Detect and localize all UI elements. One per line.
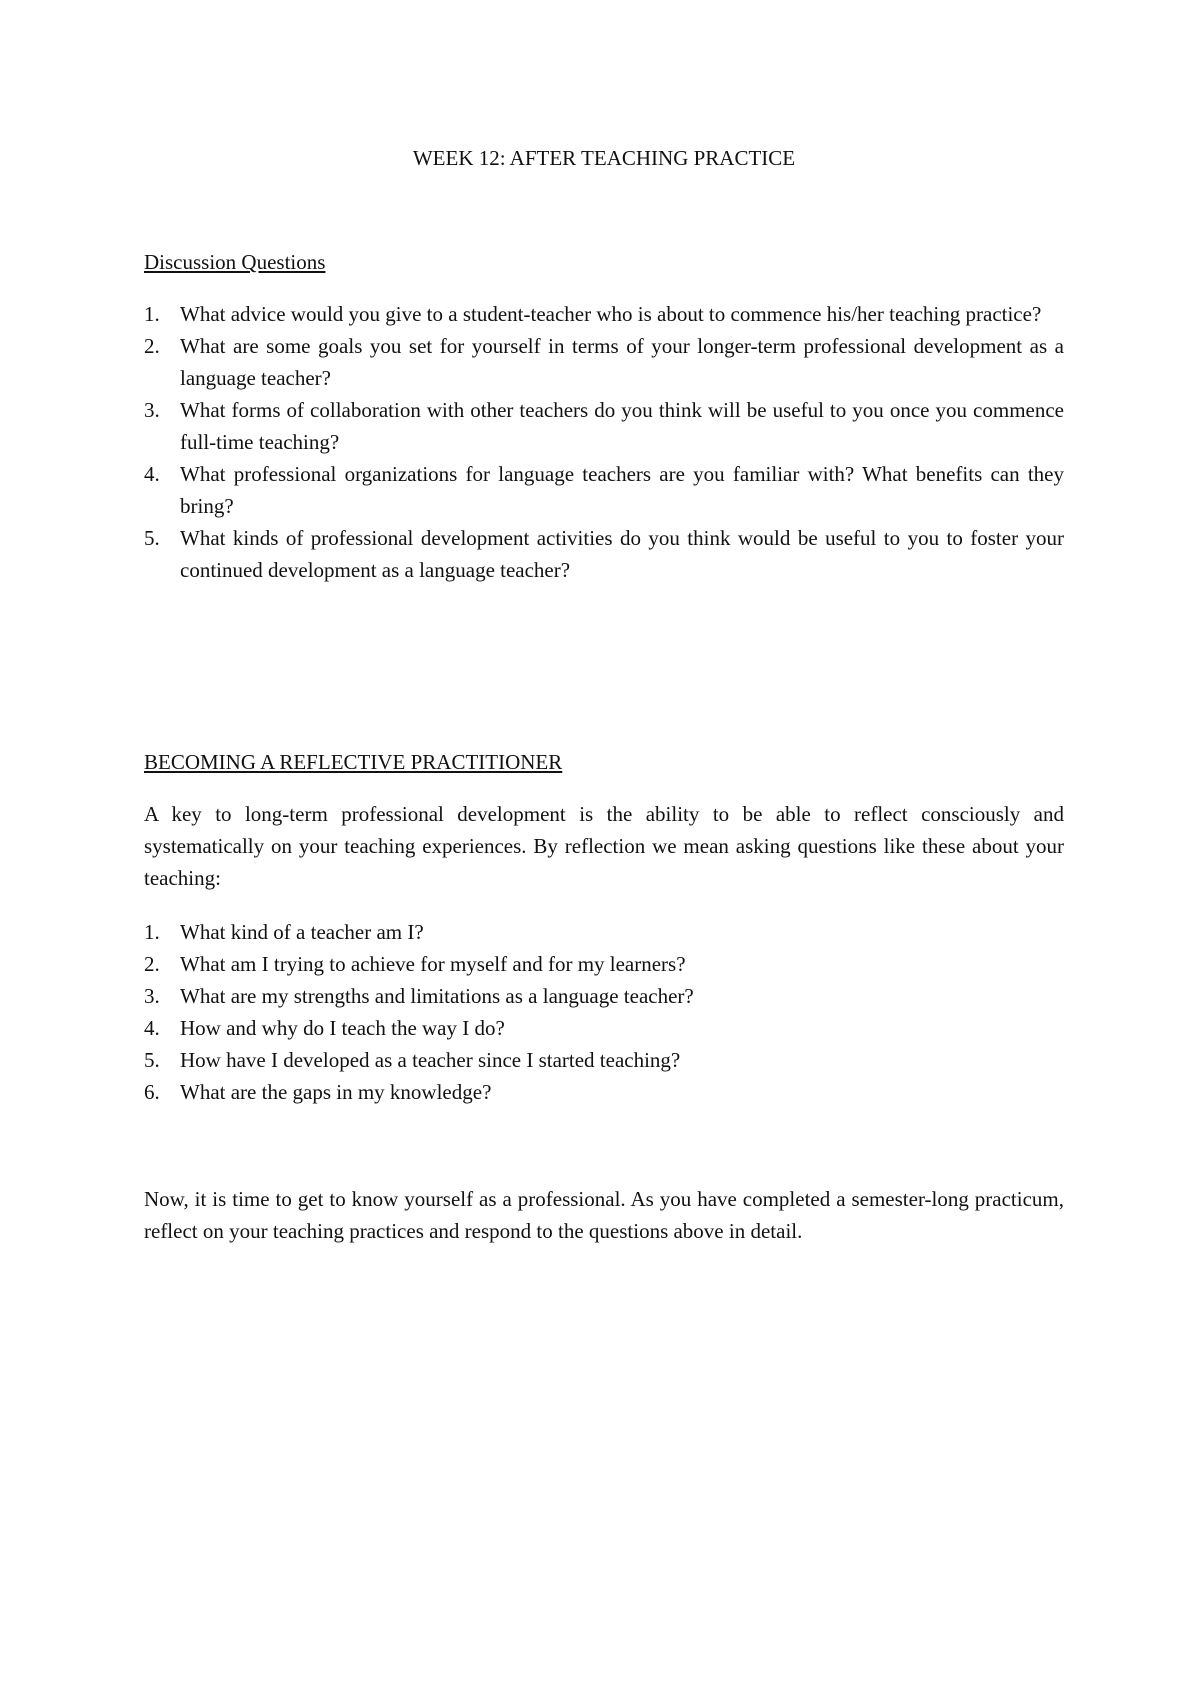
list-item-text: What kind of a teacher am I? [180, 920, 424, 944]
reflective-practitioner-heading: BECOMING A REFLECTIVE PRACTITIONER [144, 750, 563, 774]
list-item [144, 522, 1064, 586]
list-item-text: How have I developed as a teacher since I started teaching? [180, 1048, 681, 1072]
reflective-intro-paragraph: A key to long-term professional development is the ability to be able to reflect consciously and systematically on your teaching experiences. By reflection we mean asking questions like these about your teaching: [144, 802, 1064, 890]
list-item-text: What are my strengths and limitations as a language teacher? [180, 984, 694, 1008]
list-item [144, 330, 1064, 394]
list-item-number: 6. [144, 1080, 160, 1104]
list-item-number: 5. [144, 526, 160, 550]
list-item-number: 5. [144, 1048, 160, 1072]
list-item [144, 916, 1064, 948]
list-item [144, 394, 1064, 458]
list-item [144, 298, 1064, 330]
discussion-heading: Discussion Questions [144, 250, 326, 274]
list-item-text: What are some goals you set for yourself in terms of your longer-term professional development as a language teacher? [180, 334, 1064, 390]
list-item-number: 3. [144, 984, 160, 1008]
page-title: WEEK 12: AFTER TEACHING PRACTICE [412, 146, 796, 170]
list-item-text: What are the gaps in my knowledge? [180, 1080, 492, 1104]
list-item [144, 1044, 1064, 1076]
list-item-text: How and why do I teach the way I do? [180, 1016, 505, 1040]
discussion-questions-list [144, 298, 1064, 586]
list-item-text: What forms of collaboration with other teachers do you think will be useful to you once you commence full-time teaching? [180, 398, 1064, 454]
list-item [144, 1076, 1064, 1108]
list-item-number: 2. [144, 952, 160, 976]
list-item-text: What advice would you give to a student-teacher who is about to commence his/her teaching practice? [180, 302, 1042, 326]
list-item-number: 1. [144, 920, 160, 944]
list-item-text: What kinds of professional development activities do you think would be useful to you to foster your continued development as a language teacher? [180, 526, 1064, 582]
list-item [144, 458, 1064, 522]
list-item [144, 1012, 1064, 1044]
list-item-number: 2. [144, 334, 160, 358]
list-item [144, 948, 1064, 980]
list-item [144, 980, 1064, 1012]
list-item-text: What am I trying to achieve for myself and for my learners? [180, 952, 686, 976]
reflective-questions-list [144, 916, 1064, 1108]
list-item-number: 4. [144, 1016, 160, 1040]
list-item-number: 1. [144, 302, 160, 326]
list-item-number: 4. [144, 462, 160, 486]
list-item-number: 3. [144, 398, 160, 422]
list-item-text: What professional organizations for language teachers are you familiar with? What benefits can they bring? [180, 462, 1064, 518]
closing-paragraph: Now, it is time to get to know yourself as a professional. As you have completed a semester-long practicum, reflect on your teaching practices and respond to the questions above in detail. [144, 1187, 1064, 1243]
